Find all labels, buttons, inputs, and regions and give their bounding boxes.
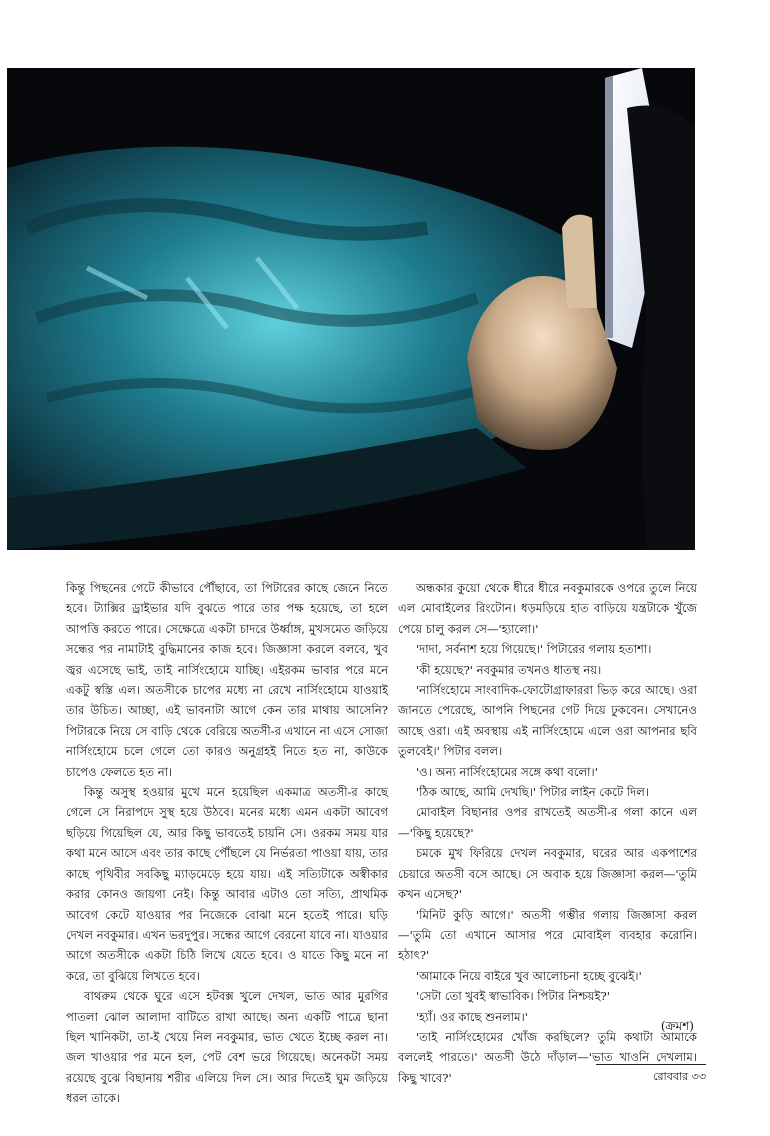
story-column-left (66, 578, 388, 1109)
paragraph: অন্ধকার কুয়ো থেকে ধীরে ধীরে নবকুমারকে ওপরে তুলে নিয়ে এল মোবাইলের রিংটোন। ধড়মড়িয়ে হাত বাড়িয়ে যন্ত্রটাকে খুঁজে পেয়ে চালু করল সে—'হ্যালো।' (398, 581, 697, 636)
paragraph: 'কী হয়েছে?' নবকুমার তখনও ধাতস্থ নয়। (416, 662, 602, 677)
paragraph: 'নার্সিংহোমে সাংবাদিক-ফোটোগ্রাফাররা ভিড় করে আছে। ওরা জানতে পেরেছে, আপনি পিছনের গেট দিয়ে ঢুকবেন। সেখানেও আছে ওরা। এই অবস্থায় এই নার্সিংহোমে এলে ওরা আপনার ছবি তুলবেই।' পিটার বলল। (398, 683, 697, 759)
paragraph: 'ঠিক আছে, আমি দেখছি।' পিটার লাইন কেটে দিল। (416, 785, 650, 800)
paragraph: 'ও। অন্য নার্সিংহোমের সঙ্গে কথা বলো।' (416, 764, 598, 779)
paragraph: 'দাদা, সর্বনাশ হয়ে গিয়েছে।' পিটারের গলায় হতাশা। (416, 642, 652, 657)
paragraph: কিন্তু পিছনের গেটে কীভাবে পৌঁছাবে, তা পিটারের কাছে জেনে নিতে হবে। ট্যাক্সির ড্রাইভার যদি বুঝতে পারে তার পক্ষ হয়েছে, তা হলে আপত্তি করতে পারে। সেক্ষেত্রে একটা চাদরে উর্ধ্বাঙ্গ, মুখসমেত জড়িয়ে সন্ধের পর নামাটাই বুদ্ধিমানের কাজ হবে। জিজ্ঞাসা করলে বলবে, খুব জ্বর এসেছে ভাই, তাই নার্সিংহোমে যাচ্ছি। এইরকম ভাবার পরে মনে একটু স্বস্তি এল। অতসীকে চাপের মধ্যে না রেখে নার্সিংহোমে যাওয়াই তার উচিত। আচ্ছা, এই ভাবনাটা আগে কেন তার মাথায় আসেনি? পিটারকে নিয়ে সে বাড়ি থেকে বেরিয়ে অতসী-র এখানে না এসে সোজা নার্সিংহোমে চলে গেলে তো কারও অনুগ্রহই নিতে হত না, কাউকে চাপেও ফেলতে হত না। (66, 581, 388, 779)
paragraph: 'হ্যাঁ। ওর কাছে শুনলাম।' (416, 1009, 528, 1024)
page-footer: রোববার ৩৩ (596, 1064, 706, 1087)
story-column-right (398, 578, 697, 1088)
paragraph: 'মিনিট কুড়ি আগে।' অতসী গম্ভীর গলায় জিজ্ঞাসা করল—'তুমি তো এখানে আসার পরে মোবাইল ব্যবহার করোনি। হঠাৎ?' (398, 907, 697, 963)
hand-holding-phone-icon (7, 68, 695, 550)
paragraph: 'তাই নার্সিংহোমের খোঁজ করছিলে? তুমি কথাটা আমাকে বললেই পারতে।' অতসী উঠে দাঁড়াল—'ভাত খাওনি দেখলাম। কিছু খাবে?' (398, 1029, 697, 1085)
paragraph: চমকে মুখ ফিরিয়ে দেখল নবকুমার, ঘরের আর একপাশের চেয়ারে অতসী বসে আছে। সে অবাক হয়ে জিজ্ঞাসা করল—'তুমি কখন এসেছ?' (398, 846, 697, 902)
paragraph: 'আমাকে নিয়ে বাইরে খুব আলোচনা হচ্ছে বুঝেই।' (416, 968, 642, 983)
story-illustration (7, 68, 695, 550)
paragraph: 'সেটা তো খুবই স্বাভাবিক। পিটার নিশ্চয়ই?' (416, 989, 610, 1004)
continued-label: (ক্রমশ) (660, 1019, 694, 1033)
paragraph: কিন্তু অসুস্থ হওয়ার মুখে মনে হয়েছিল একমাত্র অতসী-র কাছে গেলে সে নিরাপদে সুস্থ হয়ে উঠবে। মনের মধ্যে এমন একটা আবেগ ছড়িয়ে গিয়েছিল যে, আর কিছু ভাবতেই চায়নি সে। ওরকম সময় যার কথা মনে আসে এবং তার কাছে পৌঁছলে যে নির্ভরতা পাওয়া যায়, তার কাছে পৃথিবীর সবকিছু ম্যাড়মেড়ে হয়ে যায়। এই সত্যিটাকে অস্বীকার করার কোনও জায়গা নেই। কিন্তু আবার এটাও তো সত্যি, প্রাথমিক আবেগ কেটে যাওয়ার পর নিজেকে বোঝা মনে হতেই পারে। ঘড়ি দেখল নবকুমার। এখন ভরদুপুর। সন্ধের আগে বেরনো যাবে না। যাওয়ার আগে অতসীকে একটা চিঠি লিখে যেতে হবে। ও যাতে কিছু মনে না করে, তা বুঝিয়ে লিখতে হবে। (66, 785, 388, 983)
paragraph: বাথরুম থেকে ঘুরে এসে হটবক্স খুলে দেখল, ভাত আর মুরগির পাতলা ঝোল আলাদা বাটিতে রাখা আছে। অন্য একটি পাত্রে ছানা ছিল খানিকটা, তা-ই খেয়ে নিল নবকুমার, ভাত খেতে ইচ্ছে করল না। জল খাওয়ার পর মনে হল, পেট বেশ ভরে গিয়েছে। অনেকটা সময় রয়েছে বুঝে বিছানায় শরীর এলিয়ে দিল সে। আর দিতেই ঘুম জড়িয়ে ধরল তাকে। (66, 989, 388, 1106)
paragraph: মোবাইল বিছানার ওপর রাখতেই অতসী-র গলা কানে এল—'কিছু হয়েছে?' (398, 805, 697, 840)
